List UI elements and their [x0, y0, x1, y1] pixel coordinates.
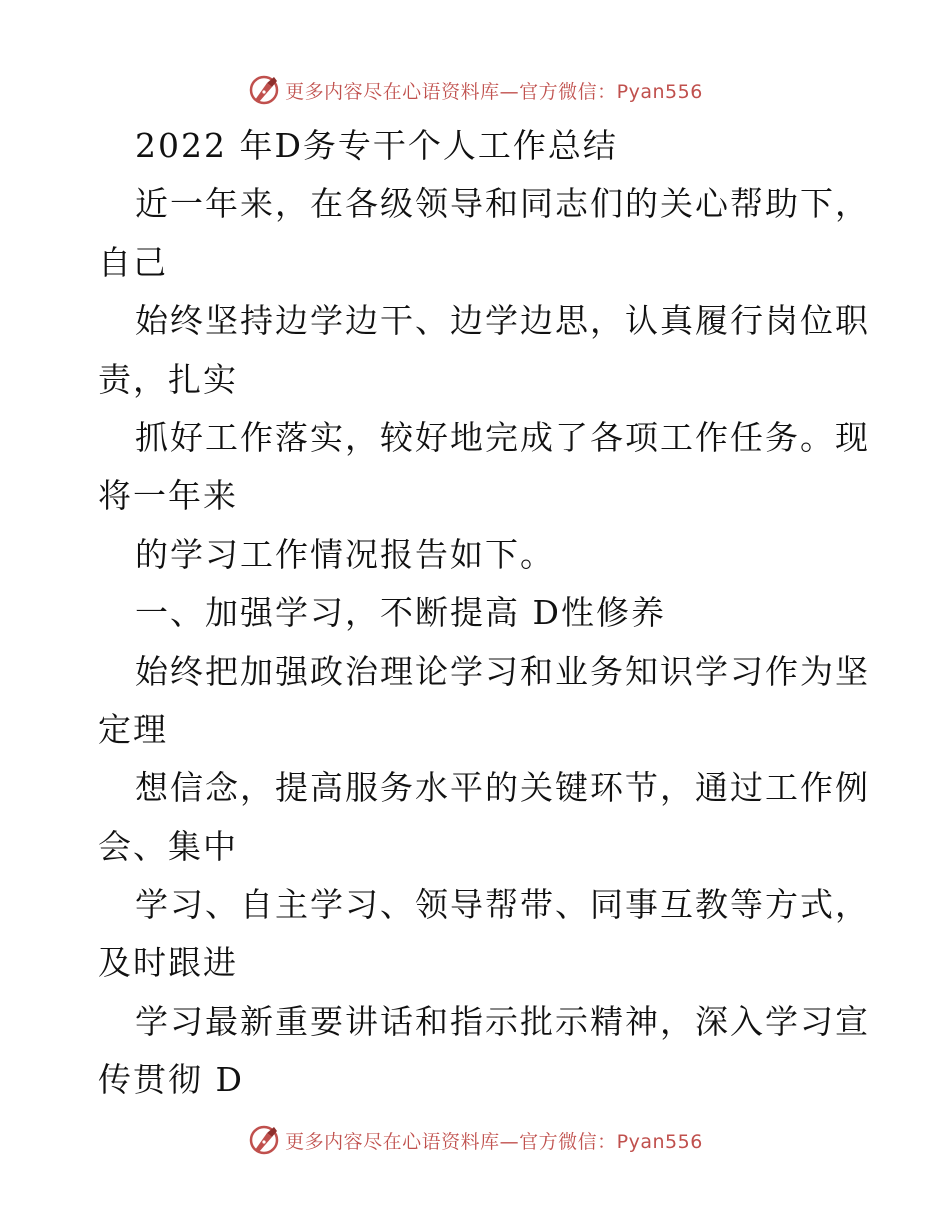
document-body — [98, 117, 870, 1110]
document-line: 定理 — [98, 709, 168, 749]
document-title: 2022 年D务专干个人工作总结 — [135, 126, 618, 165]
document-line: 会、集中 — [98, 826, 238, 866]
document-line: 近一年来，在各级领导和同志们的关心帮助下， — [135, 184, 870, 224]
document-line: 始终坚持边学边干、边学边思，认真履行岗位职 — [135, 301, 870, 341]
footer-banner-text: 更多内容尽在心语资料库—官方微信：Pyan556 — [285, 1130, 703, 1153]
header-banner-text: 更多内容尽在心语资料库—官方微信：Pyan556 — [285, 80, 703, 103]
pen-nib-logo-icon — [247, 73, 281, 107]
document-line: 想信念，提高服务水平的关键环节，通过工作例 — [135, 768, 870, 808]
document-line: 的学习工作情况报告如下。 — [135, 534, 555, 574]
document-line: 将一年来 — [98, 476, 238, 516]
document-line: 学习最新重要讲话和指示批示精神，深入学习宣 — [135, 1001, 870, 1041]
document-line: 学习、自主学习、领导帮带、同事互教等方式， — [135, 885, 870, 925]
pen-nib-logo-icon — [247, 1123, 281, 1157]
document-line: 传贯彻 D — [98, 1060, 244, 1100]
footer-banner — [0, 1120, 950, 1160]
document-line: 责，扎实 — [98, 359, 238, 399]
document-line: 自己 — [98, 242, 168, 282]
document-line: 始终把加强政治理论学习和业务知识学习作为坚 — [135, 651, 870, 691]
document-line: 一、加强学习，不断提高 D性修养 — [135, 593, 666, 633]
document-line: 及时跟进 — [98, 943, 238, 983]
header-banner — [0, 70, 950, 110]
document-line: 抓好工作落实，较好地完成了各项工作任务。现 — [135, 417, 870, 457]
